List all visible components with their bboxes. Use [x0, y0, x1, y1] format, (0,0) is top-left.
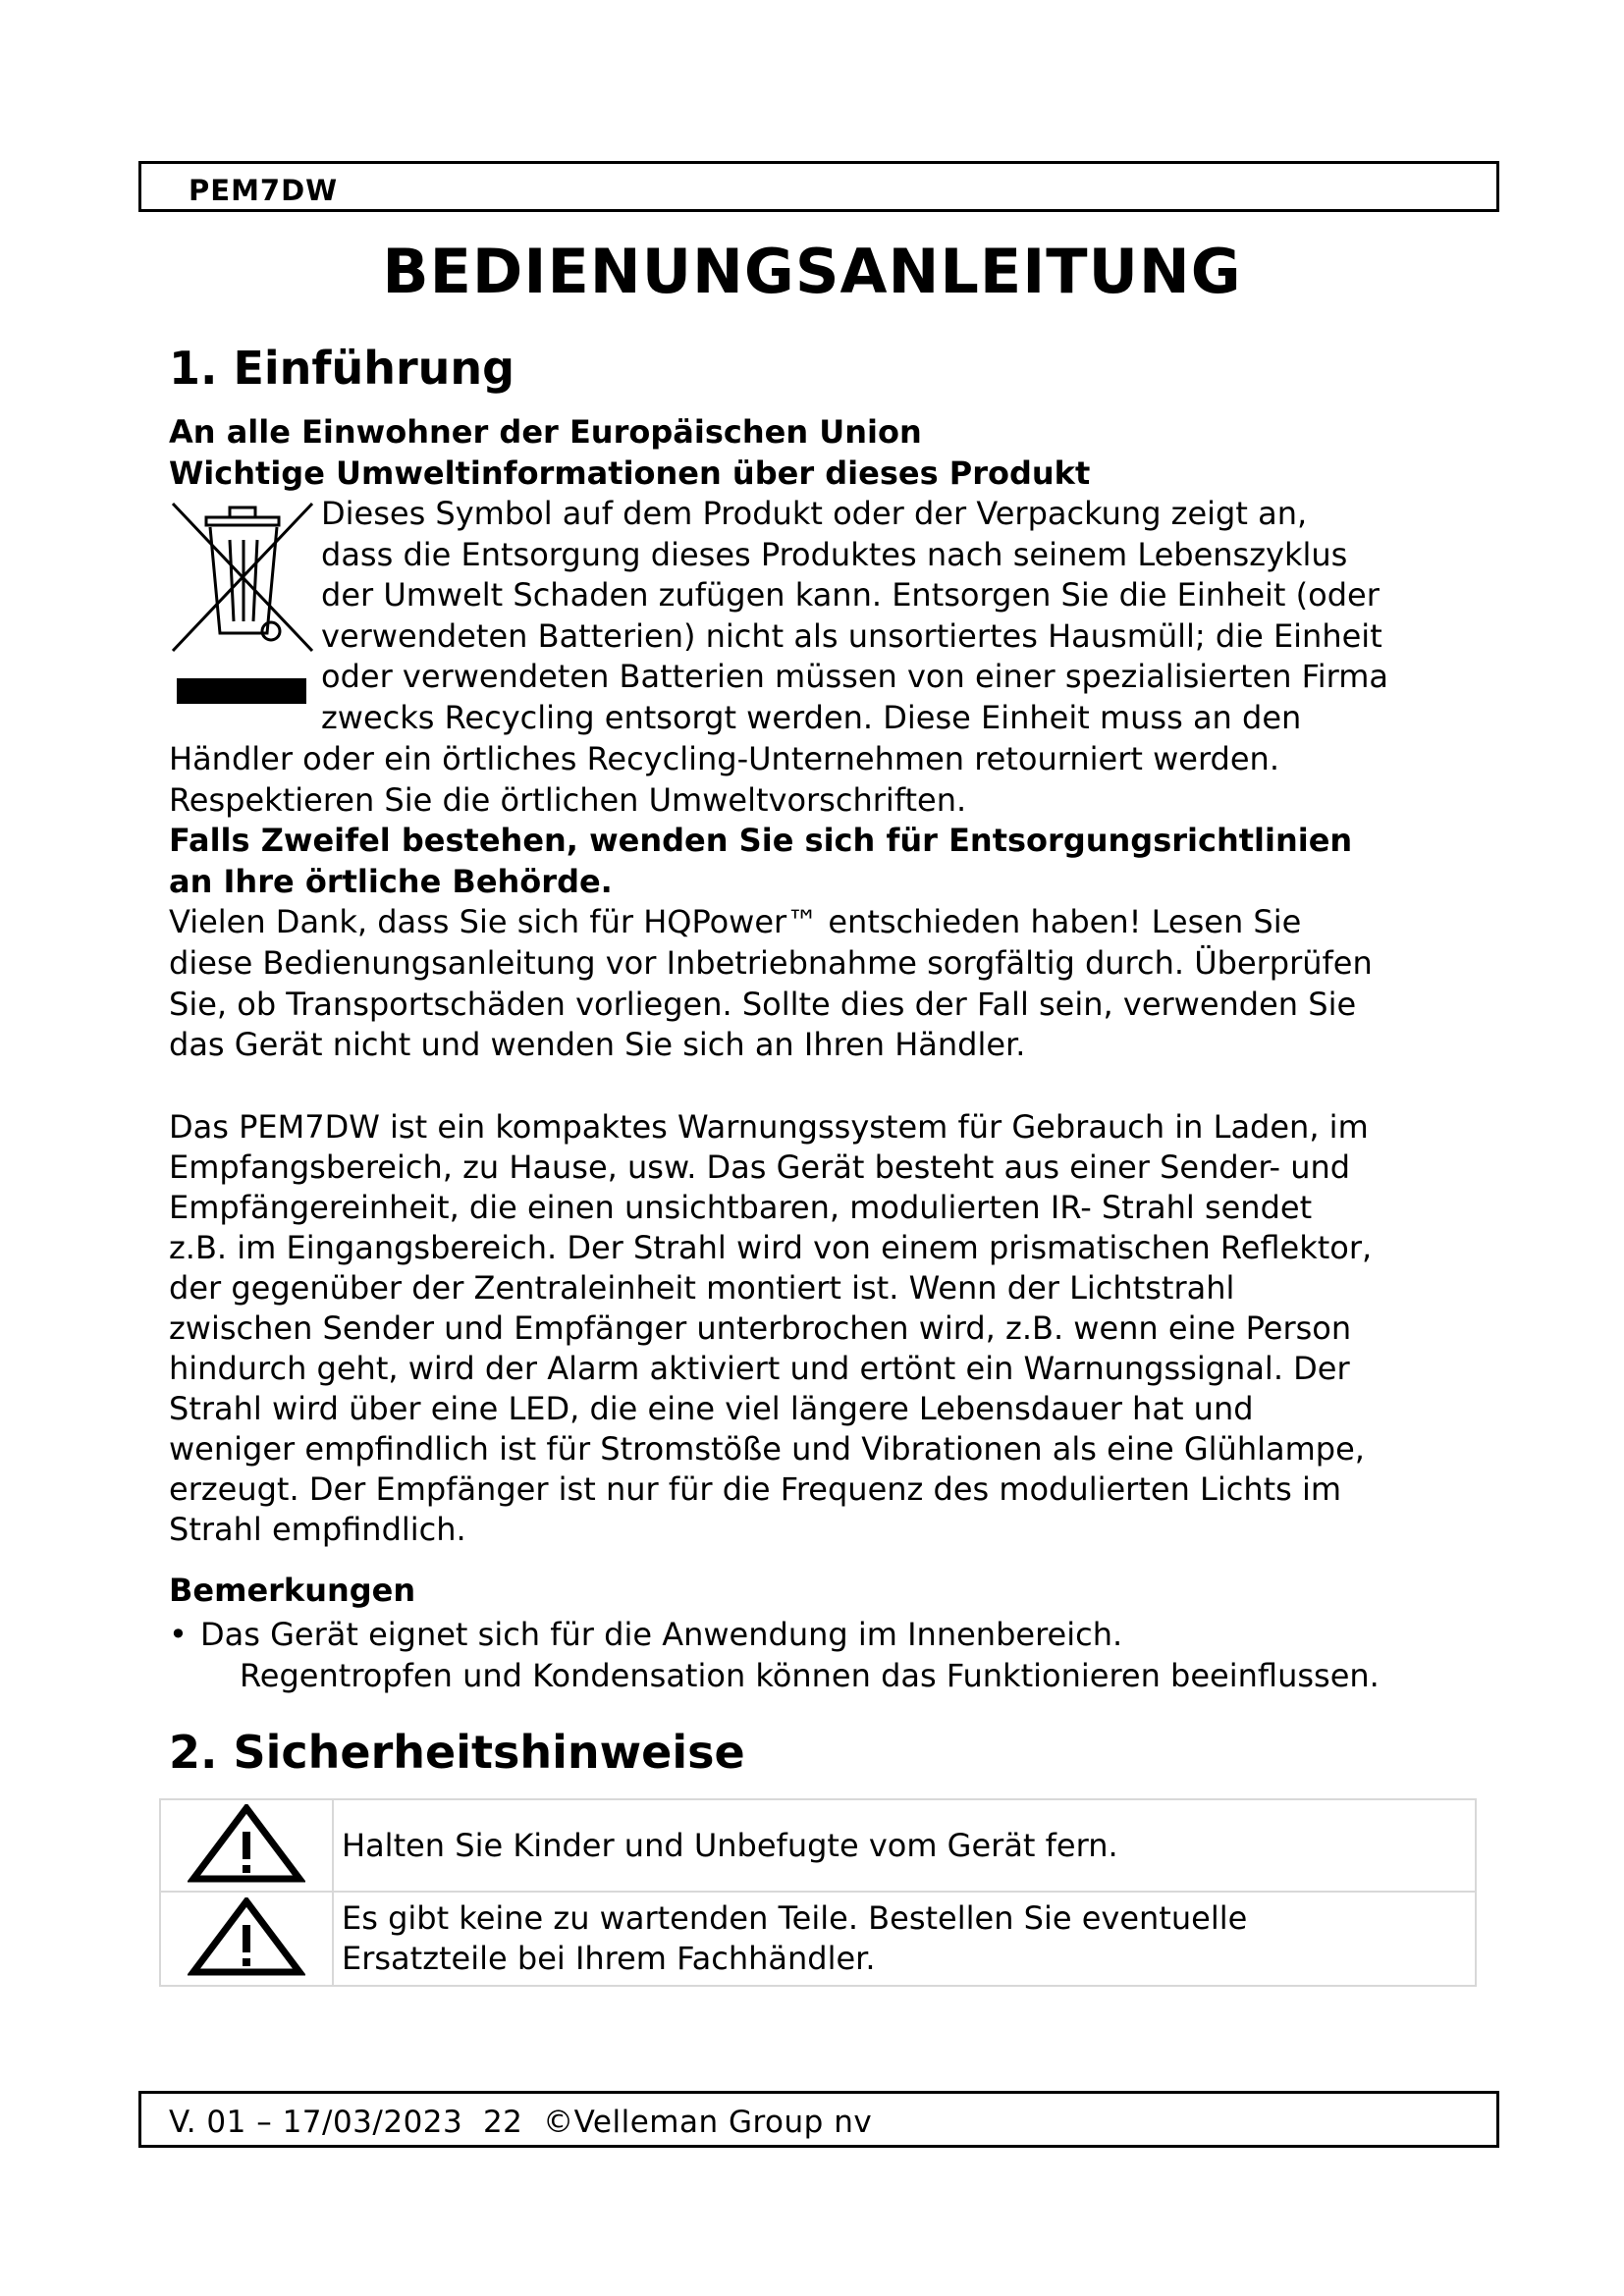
- footer-box: [138, 2091, 1499, 2148]
- description-line: der gegenüber der Zentraleinheit montiert ist. Wenn der Lichtstrahl: [169, 1269, 1235, 1307]
- description-line: weniger empfindlich ist für Stromstöße und Vibrationen als eine Glühlampe,: [169, 1430, 1365, 1468]
- footer-text: V. 01 – 17/03/2023 22 ©Velleman Group nv: [169, 2105, 873, 2140]
- weee-symbol: [169, 496, 316, 712]
- remark-item: [169, 1615, 1485, 1656]
- weee-line: Dieses Symbol auf dem Produkt oder der Verpackung zeigt an,: [321, 495, 1308, 532]
- weee-cont-line: Respektieren Sie die örtlichen Umweltvorschriften.: [169, 780, 967, 819]
- remarks-heading: Bemerkungen: [169, 1572, 416, 1609]
- description-line: zwischen Sender und Empfänger unterbrochen wird, z.B. wenn eine Person: [169, 1309, 1352, 1347]
- model-label: PEM7DW: [189, 174, 339, 207]
- env-heading: Wichtige Umweltinformationen über dieses Produkt: [169, 454, 1091, 492]
- eu-heading: An alle Einwohner der Europäischen Union: [169, 413, 922, 451]
- safety-text-cell: [333, 1892, 1476, 1986]
- header-box: [138, 161, 1499, 212]
- thanks-line: diese Bedienungsanleitung vor Inbetriebnahme sorgfältig durch. Überprüfen: [169, 943, 1373, 982]
- safety-text: Ersatzteile bei Ihrem Fachhändler.: [342, 1940, 876, 1977]
- safety-text-cell: [333, 1799, 1476, 1892]
- description-line: Das PEM7DW ist ein kompaktes Warnungssystem für Gebrauch in Laden, im: [169, 1108, 1369, 1146]
- thanks-line: Sie, ob Transportschäden vorliegen. Sollte dies der Fall sein, verwenden Sie: [169, 985, 1357, 1023]
- weee-line: dass die Entsorgung dieses Produktes nach seinem Lebenszyklus: [321, 535, 1348, 573]
- weee-line: der Umwelt Schaden zufügen kann. Entsorgen Sie die Einheit (oder: [321, 576, 1380, 614]
- table-row: [160, 1892, 1476, 1986]
- weee-line: oder verwendeten Batterien müssen von einer spezialisierten Firma: [321, 658, 1389, 696]
- description-line: Strahl wird über eine LED, die eine viel längere Lebensdauer hat und: [169, 1390, 1254, 1427]
- weee-continuation-block: [169, 739, 1485, 1066]
- weee-line: zwecks Recycling entsorgt werden. Diese Einheit muss an den: [321, 698, 1302, 736]
- icon-cell: [160, 1799, 333, 1892]
- icon-cell: [160, 1892, 333, 1986]
- doubt-line: Falls Zweifel bestehen, wenden Sie sich für Entsorgungsrichtlinien: [169, 822, 1353, 860]
- table-row: [160, 1799, 1476, 1892]
- section-1-heading: 1. Einführung: [169, 342, 515, 395]
- safety-text: Halten Sie Kinder und Unbefugte vom Gerät fern.: [342, 1826, 1118, 1864]
- description-block: [169, 1107, 1485, 1550]
- section-2-heading: 2. Sicherheitshinweise: [169, 1726, 745, 1779]
- remark-text: Das Gerät eignet sich für die Anwendung im Innenbereich.: [200, 1616, 1123, 1653]
- document-title: BEDIENUNGSANLEITUNG: [382, 236, 1242, 307]
- doubt-line: an Ihre örtliche Behörde.: [169, 862, 613, 900]
- weee-text-block: [321, 494, 1388, 739]
- eu-heading-block: [169, 412, 1485, 494]
- weee-cont-line: Händler oder ein örtliches Recycling-Unternehmen retourniert werden.: [169, 740, 1279, 777]
- safety-text: Es gibt keine zu wartenden Teile. Bestellen Sie eventuelle: [342, 1899, 1248, 1937]
- description-line: Strahl empfindlich.: [169, 1511, 466, 1548]
- warning-triangle-icon: [188, 1804, 305, 1883]
- crossed-bin-icon: [169, 496, 316, 712]
- warning-triangle-icon: [188, 1897, 305, 1976]
- remark-text-cont: Regentropfen und Kondensation können das Funktionieren beeinflussen.: [240, 1656, 1380, 1694]
- remarks-list: [169, 1615, 1485, 1696]
- description-line: erzeugt. Der Empfänger ist nur für die Frequenz des modulierten Lichts im: [169, 1470, 1342, 1508]
- description-line: hindurch geht, wird der Alarm aktiviert und ertönt ein Warnungssignal. Der: [169, 1350, 1350, 1387]
- safety-table: [159, 1798, 1477, 1987]
- description-line: Empfangsbereich, zu Hause, usw. Das Gerät besteht aus einer Sender- und: [169, 1148, 1351, 1186]
- description-line: z.B. im Eingangsbereich. Der Strahl wird von einem prismatischen Reflektor,: [169, 1229, 1373, 1266]
- bullet-icon: •: [169, 1616, 188, 1653]
- description-line: Empfängereinheit, die einen unsichtbaren, modulierten IR- Strahl sendet: [169, 1189, 1313, 1226]
- thanks-line: das Gerät nicht und wenden Sie sich an Ihren Händler.: [169, 1026, 1026, 1064]
- weee-line: verwendeten Batterien) nicht als unsortiertes Hausmüll; die Einheit: [321, 616, 1382, 655]
- thanks-line: Vielen Dank, dass Sie sich für HQPower™ entschieden haben! Lesen Sie: [169, 903, 1302, 941]
